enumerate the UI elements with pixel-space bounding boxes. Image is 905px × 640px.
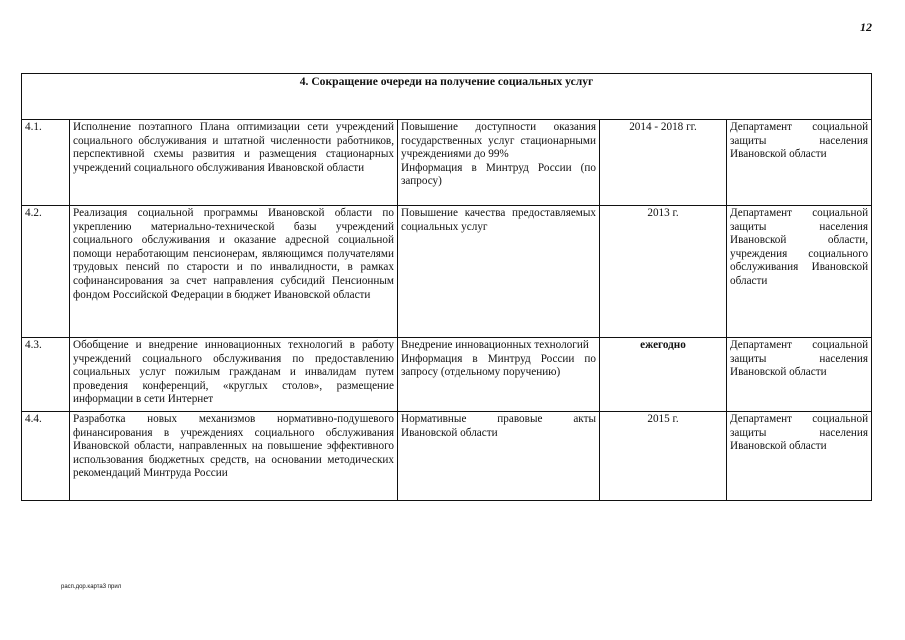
row-result-main: Повышение качества предоставляемых социальных услуг	[401, 207, 596, 233]
table-row	[22, 412, 872, 501]
row-number: 4.3.	[22, 338, 70, 412]
footer-file-label: расп.дор.карта3 прил	[61, 584, 122, 590]
row-result-main: Внедрение инновационных технологий	[401, 339, 589, 351]
row-executor: Департамент социальной защиты населения Ивановской области, учреждения социального обслуживания Ивановской области	[727, 206, 872, 338]
row-result-report: Информация в Минтруд России по запросу (отдельному поручению)	[401, 352, 596, 379]
row-result-main: Повышение доступности оказания государственных услуг стационарными учреждениями до 99%	[401, 121, 596, 161]
row-description: Исполнение поэтапного Плана оптимизации сети учреждений социального обслуживания и штатной численности работников, перспективной схемы развития и размещения стационарных учреждений социального обслуживания Ивановской области	[70, 120, 398, 206]
row-executor: Департамент социальной защиты населения Ивановской области	[727, 338, 872, 412]
row-result	[398, 120, 600, 206]
row-executor: Департамент социальной защиты населения Ивановской области	[727, 412, 872, 501]
row-result	[398, 412, 600, 501]
row-number: 4.2.	[22, 206, 70, 338]
section-title: 4. Сокращение очереди на получение социальных услуг	[22, 74, 872, 120]
row-term: ежегодно	[600, 338, 727, 412]
row-number: 4.4.	[22, 412, 70, 501]
row-result-main: Нормативные правовые акты Ивановской области	[401, 413, 596, 439]
row-term: 2015 г.	[600, 412, 727, 501]
row-term: 2013 г.	[600, 206, 727, 338]
page-number: 12	[860, 20, 872, 34]
row-result	[398, 338, 600, 412]
row-description: Разработка новых механизмов нормативно-подушевого финансирования в учреждениях социального обслуживания Ивановской области, направленных на повышение эффективного использования бюджетных средств, на основании методических рекомендаций Минтруда России	[70, 412, 398, 501]
plan-table	[21, 73, 872, 501]
row-result-report: Информация в Минтруд России (по запросу)	[401, 161, 596, 188]
table-row	[22, 206, 872, 338]
row-term: 2014 - 2018 гг.	[600, 120, 727, 206]
row-description: Обобщение и внедрение инновационных технологий в работу учреждений социального обслуживания по предоставлению социальных услуг пожилым гражданам и инвалидам путем проведения конференций, «круглых столов», размещение информации в сети Интернет	[70, 338, 398, 412]
row-description: Реализация социальной программы Ивановской области по укреплению материально-технической базы учреждений социального обслуживания и оказание адресной социальной помощи неработающим пенсионерам, являющимся получателями трудовых пенсий по старости и по инвалидности, в рамках софинансирования за счет направления субсидий Пенсионным фондом Российской Федерации в бюджет Ивановской области	[70, 206, 398, 338]
row-executor: Департамент социальной защиты населения Ивановской области	[727, 120, 872, 206]
table-row	[22, 338, 872, 412]
table-row	[22, 120, 872, 206]
row-result	[398, 206, 600, 338]
section-header-row	[22, 74, 872, 120]
row-number: 4.1.	[22, 120, 70, 206]
